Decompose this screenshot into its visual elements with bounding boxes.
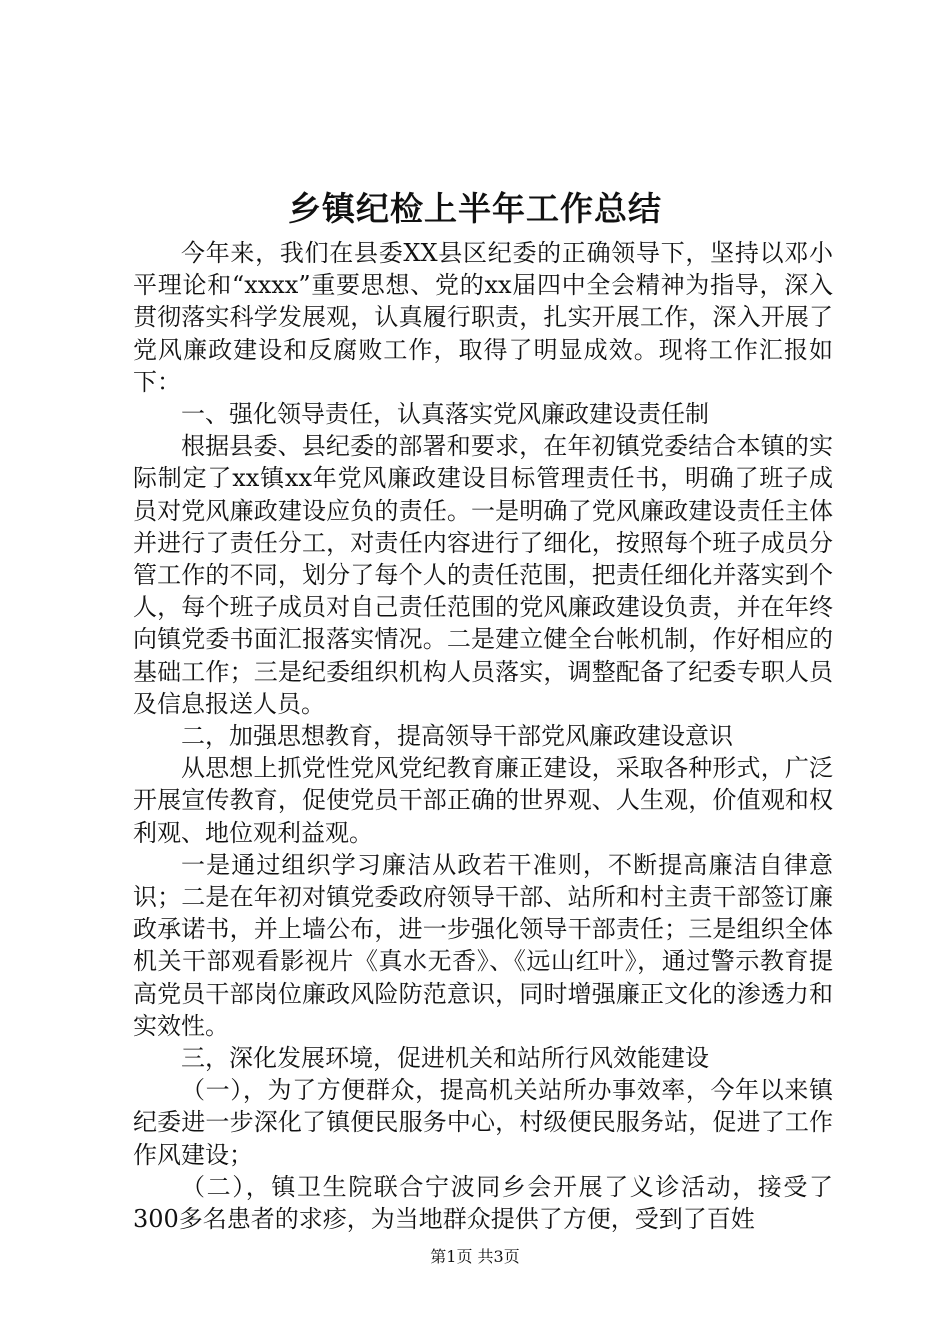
paragraph-section-2a: 从思想上抓党性党风党纪教育廉正建设，采取各种形式，广泛开展宣传教育，促使党员干部正确的世界观、人生观，价值观和权利观、地位观利益观。 — [133, 754, 833, 847]
page-total: 共3页 — [477, 1247, 520, 1266]
section-heading-2: 二，加强思想教育，提高领导干部党风廉政建设意识 — [181, 722, 733, 751]
paragraph-section-3b: （二），镇卫生院联合宁波同乡会开展了义诊活动，接受了300多名患者的求疹，为当地群众提供了方便，受到了百姓 — [133, 1172, 833, 1234]
section-heading-1: 一、强化领导责任，认真落实党风廉政建设责任制 — [181, 400, 709, 429]
page-footer — [0, 1245, 950, 1269]
document-title: 乡镇纪检上半年工作总结 — [288, 189, 662, 228]
paragraph-section-2b: 一是通过组织学习廉洁从政若干准则，不断提高廉洁自律意识；二是在年初对镇党委政府领导干部、站所和村主责干部签订廉政承诺书，并上墙公布，进一步强化领导干部责任；三是组织全体机关干部观看影视片《真水无香》、《远山红叶》，通过警示教育提高党员干部岗位廉政风险防范意识，同时增强廉正文化的渗透力和实效性。 — [133, 850, 833, 1040]
document-body — [133, 237, 833, 1235]
paragraph-intro: 今年来，我们在县委XX县区纪委的正确领导下，坚持以邓小平理论和“xxxx”重要思想、党的xx届四中全会精神为指导，深入贯彻落实科学发展观，认真履行职责，扎实开展工作，深入开展了党风廉政建设和反腐败工作，取得了明显成效。现将工作汇报如下： — [133, 239, 833, 396]
page-number: 第1页 — [430, 1247, 473, 1266]
paragraph-section-3a: （一），为了方便群众，提高机关站所办事效率，今年以来镇纪委进一步深化了镇便民服务中心，村级便民服务站，促进了工作作风建设； — [133, 1076, 833, 1169]
section-heading-3: 三，深化发展环境，促进机关和站所行风效能建设 — [181, 1044, 709, 1073]
paragraph-section-1: 根据县委、县纪委的部署和要求，在年初镇党委结合本镇的实际制定了xx镇xx年党风廉政建设目标管理责任书，明确了班子成员对党风廉政建设应负的责任。一是明确了党风廉政建设责任主体并进行了责任分工，对责任内容进行了细化，按照每个班子成员分管工作的不同，划分了每个人的责任范围，把责任细化并落实到个人，每个班子成员对自己责任范围的党风廉政建设负责，并在年终向镇党委书面汇报落实情况。二是建立健全台帐机制，作好相应的基础工作；三是纪委组织机构人员落实，调整配备了纪委专职人员及信息报送人员。 — [133, 432, 833, 718]
